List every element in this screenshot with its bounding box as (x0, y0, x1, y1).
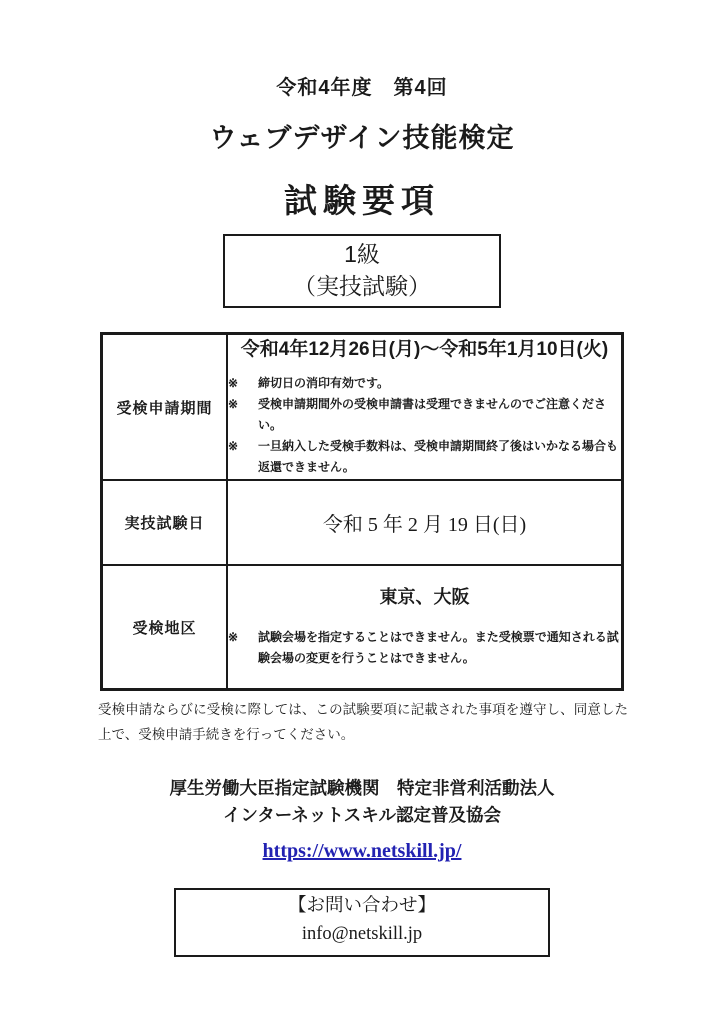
exam-guidelines-title: 試験要項 (284, 182, 440, 219)
note-text: 一旦納入した受検手数料は、受検申請期間終了後はいかなる場合も返還できません。 (258, 438, 619, 474)
table-row-application-period (102, 334, 623, 480)
note-text: 受検申請期間外の受検申請書は受理できませんのでご注意ください。 (258, 396, 607, 432)
note-text: 締切日の消印有効です。 (258, 375, 390, 390)
organization-block (0, 775, 724, 829)
note-item (228, 394, 621, 436)
application-period-label: 受検申請期間 (102, 334, 228, 480)
note-marker: ※ (228, 438, 239, 453)
organization-designation: 厚生労働大臣指定試験機関 特定非営利活動法人 (169, 778, 555, 799)
exam-district-notes (228, 627, 621, 669)
website-line (0, 838, 724, 866)
application-period-notes (228, 373, 621, 478)
application-period-value: 令和4年12月26日(月)～令和5年1月10日(火) (240, 338, 609, 360)
note-marker: ※ (228, 630, 239, 645)
agreement-note: 受検申請ならびに受検に際しては、この試験要項に記載された事項を遵守し、同意した上で、受検申請手続きを行ってください。 (98, 702, 628, 743)
contact-heading: 【お問い合わせ】 (287, 896, 436, 917)
note-item (228, 436, 621, 478)
note-item (228, 627, 621, 669)
note-marker: ※ (228, 375, 239, 390)
exam-type: （実技試験） (293, 273, 431, 300)
note-item (228, 373, 621, 394)
contact-email: info@netskill.jp (301, 924, 423, 945)
exam-info-table (100, 332, 624, 691)
organization-name: インターネットスキル認定普及協会 (222, 805, 502, 826)
table-row-exam-date (102, 480, 623, 565)
exam-date-label: 実技試験日 (102, 480, 228, 565)
application-period-cell (227, 334, 623, 480)
exam-district-value: 東京、大阪 (379, 587, 470, 608)
exam-level-box (223, 234, 501, 308)
note-text: 試験会場を指定することはできません。また受検票で通知される試験会場の変更を行うことはできません。 (258, 630, 619, 666)
exam-district-cell (227, 565, 623, 690)
table-row-exam-district (102, 565, 623, 690)
exam-district-label: 受検地区 (102, 565, 228, 690)
contact-box (174, 888, 550, 957)
exam-date-cell (227, 480, 623, 565)
fiscal-year-session-title: 令和4年度 第4回 (276, 77, 448, 99)
note-marker: ※ (228, 396, 239, 411)
website-link[interactable]: https://www.netskill.jp/ (262, 840, 462, 863)
exam-date-value: 令和 5 年 2 月 19 日(日) (322, 513, 527, 536)
exam-level: 1級 (344, 241, 380, 267)
certification-name-title: ウェブデザイン技能検定 (209, 123, 515, 153)
